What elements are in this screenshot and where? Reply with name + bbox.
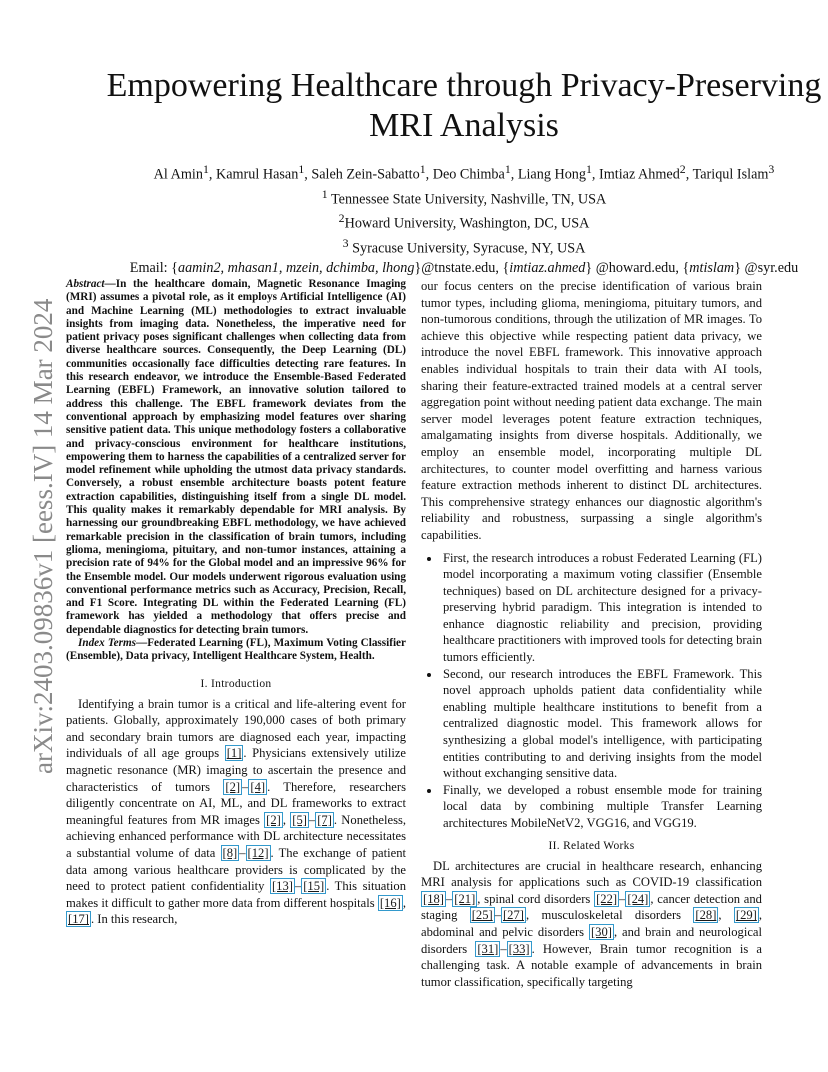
citation-link[interactable]: [33] bbox=[508, 941, 530, 956]
index-terms-text: —Federated Learning (FL), Maximum Voting Classifier (Ensemble), Data privacy, Intelligent Healthcare System, Health. bbox=[66, 637, 406, 663]
arxiv-identifier-stamp bbox=[8, 280, 68, 780]
text-run: , bbox=[402, 895, 406, 910]
text-run: Identifying a brain tumor is a critical and life-altering event for patients. Globally, approximately 190,000 cases of both primary and secondary brain tumors are diagnosed each year, impacting individuals of all age groups bbox=[66, 696, 406, 761]
email-domain-2: } @howard.edu, { bbox=[585, 259, 690, 276]
affiliation-mark: 2 bbox=[338, 211, 345, 226]
citation-link[interactable]: [22] bbox=[596, 891, 618, 906]
author-name: Saleh Zein-Sabatto bbox=[311, 166, 420, 183]
index-terms bbox=[66, 637, 406, 664]
citation-link[interactable]: [27] bbox=[502, 908, 524, 923]
affiliation-text: Syracuse University, Syracuse, NY, USA bbox=[352, 240, 586, 257]
title-line-2: MRI Analysis bbox=[369, 107, 559, 144]
author-list: Al Amin$^1$, Kamrul Hasan$^1$, Saleh Zein-Sabatto$^1$, Deo Chimba$^1$, Liang Hong$^1$, Imtiaz Ahmed$^2$, Tariqul Islam$^3$ bbox=[153, 162, 775, 183]
email-group-3: mtislam bbox=[689, 259, 735, 276]
abstract bbox=[66, 278, 406, 637]
text-run: , and brain and neurological disorders bbox=[421, 924, 762, 956]
citation-link[interactable]: [8] bbox=[222, 845, 238, 860]
citation-link[interactable]: [21] bbox=[454, 891, 476, 906]
section-heading-related-works: II. Related Works bbox=[548, 839, 635, 852]
affiliation-3 bbox=[60, 234, 828, 259]
text-run: , spinal cord disorders bbox=[477, 891, 595, 906]
text-run: . The exchange of patient data among various healthcare providers is complicated by the need to protect patient confidentiality bbox=[66, 845, 406, 894]
citation-link[interactable]: [28] bbox=[695, 908, 717, 923]
section-heading-introduction: I. Introduction bbox=[200, 677, 272, 690]
citation-link[interactable]: [25] bbox=[471, 908, 493, 923]
citation-link[interactable]: [4] bbox=[250, 779, 266, 794]
list-item: • Finally, we developed a robust ensemble mode for training local data by combining multiple Transfer Learning architectures MobileNetV2, VGG16, and VGG19. bbox=[441, 782, 762, 832]
citation-link[interactable]: [17] bbox=[68, 912, 89, 927]
text-run: , bbox=[282, 812, 291, 827]
index-terms-lead: Index Terms bbox=[78, 637, 137, 650]
citation-link[interactable]: [24] bbox=[627, 891, 649, 906]
text-run: – bbox=[308, 812, 316, 827]
text-run: . Therefore, researchers diligently concentrate on AI, ML, and DL frameworks to extract meaningful features from MR images bbox=[66, 779, 406, 827]
affiliation-mark: 2 bbox=[679, 162, 686, 176]
title-line-1: Empowering Healthcare through Privacy-Preserving bbox=[106, 67, 822, 104]
related-works-paragraph bbox=[421, 858, 762, 991]
text-run: , abdominal and pelvic disorders bbox=[421, 908, 763, 939]
affiliation-1 bbox=[60, 185, 828, 210]
text-run: – bbox=[445, 891, 453, 906]
affiliation-text: Howard University, Washington, DC, USA bbox=[344, 216, 590, 233]
citation-link[interactable]: [5] bbox=[292, 812, 307, 827]
citation-link[interactable]: [2] bbox=[225, 779, 241, 794]
affiliation-mark: 1 bbox=[586, 162, 592, 176]
list-item: • Second, our research introduces the EBFL Framework. This novel approach upholds patient data confidentiality while enabling multiple healthcare institutions to benefit from a centralized diagnostic model. This framework allows for synthesizing a global model's intelligence, with participating entities contributing to and deriving insights from the model without exchanging sensitive data. bbox=[441, 666, 762, 782]
text-run: , musculoskeletal disorders bbox=[525, 908, 694, 923]
text-run: . This situation makes it difficult to gather more data from different hospitals bbox=[66, 879, 406, 910]
affiliation-mark: 1 bbox=[504, 162, 511, 176]
citation-link[interactable]: [15] bbox=[303, 879, 325, 894]
text-run: – bbox=[294, 879, 302, 894]
text-run: – bbox=[242, 779, 249, 794]
left-column bbox=[66, 278, 406, 928]
citation-link[interactable]: [12] bbox=[247, 845, 269, 860]
citation-link[interactable]: [29] bbox=[735, 908, 757, 923]
abstract-text: —In the healthcare domain, Magnetic Resonance Imaging (MRI) assumes a pivotal role, as it employs Artificial Intelligence (AI) and Machine Learning (ML) methodologies to extract invaluable insights from imaging data. Nonetheless, the imperative need for patient privacy poses significant challenges when collecting data from diverse healthcare sources. Consequently, the Deep Learning (DL) communities occasionally face difficulties detecting rare features. In this research endeavor, we introduce the Ensemble-Based Federated Learning (EBFL) Framework, an innovative solution tailored to address this challenge. The EBFL framework deviates from the conventional approach by emphasizing model features over sharing sensitive patient data. This unique methodology fosters a collaborative and privacy-conscious environment for healthcare institutions, empowering them to harness the capabilities of a centralized server for model refinement while upholding the utmost data privacy standards. Conversely, a robust ensemble architecture boasts potent feature extraction capabilities, distinguishing itself from a single DL model. This quality makes it remarkably dependable for MRI analysis. By harnessing our groundbreaking EBFL methodology, we have achieved remarkable precision in the classification of brain tumors, including glioma, meningioma, pituitary, and non-tumor instances, attaining a precision rate of 94% for the Global model and an impressive 96% for the Ensemble model. Our models underwent rigorous evaluation using conventional performance metrics such as Accuracy, Precision, Recall, and F1 Score. Integrating DL within the Federated Learning (FL) framework has yielded a methodology that offers precise and dependable diagnostics for detecting brain tumors. bbox=[66, 278, 406, 636]
text-run: , cancer detection and staging bbox=[421, 891, 762, 923]
author-name: Al Amin bbox=[153, 166, 203, 183]
arxiv-stamp-text: arXiv:2403.09836v1 [eess.IV] 14 Mar 2024 bbox=[28, 298, 58, 774]
text-run: . Nonetheless, achieving enhanced performance with DL architecture necessitates a substantial volume of data bbox=[66, 812, 407, 860]
affiliation-text: Tennessee State University, Nashville, TN, USA bbox=[330, 191, 607, 208]
citation-link[interactable]: [2] bbox=[266, 812, 281, 827]
citation-link[interactable]: [18] bbox=[423, 891, 444, 906]
contribution-list bbox=[421, 550, 762, 832]
paper-title bbox=[60, 66, 828, 146]
email-prefix: Email: { bbox=[129, 259, 178, 276]
affiliation-mark: 1 bbox=[321, 186, 328, 201]
author-name: Liang Hong bbox=[517, 166, 586, 183]
text-run: . However, Brain tumor recognition is a challenging task. A notable example of advancements in brain tumor classification, specifically targeting bbox=[421, 941, 762, 989]
arxiv-stamp-svg bbox=[8, 280, 68, 780]
text-run: – bbox=[494, 908, 501, 923]
text-run: . In this research, bbox=[90, 912, 178, 927]
text-run: – bbox=[239, 845, 246, 860]
affiliation-mark: 1 bbox=[298, 162, 305, 176]
affiliation-mark: 3 bbox=[768, 162, 775, 176]
text-run: . Physicians extensively utilize magnetic resonance (MR) imaging to ascertain the presence and characteristics of tumors bbox=[66, 746, 406, 794]
text-run: DL architectures are crucial in healthcare research, enhancing MRI analysis for applications such as COVID-19 classification bbox=[421, 858, 762, 890]
intro-paragraph-2: our focus centers on the precise identification of various brain tumor types, including glioma, meningioma, pituitary tumors, and non-tumorous conditions, through the utilization of MR images. To achieve this objective while respecting patient data privacy, we introduce the novel EBFL framework. This innovative approach enables individual hospitals to train their data with AI tools, sharing their feature-extracted trained models at a central server aggregation point without needing patient data exchange. The main server model leverages potent feature extraction techniques, amalgamating insights from diverse hospitals. Additionally, we employ an ensemble model, incorporating multiple DL architectures, to counter model overfitting and harness various feature extraction methods inherent to distinct DL architectures. This comprehensive strategy enhances our diagnostic algorithm's reliability and robustness, surpassing a single algorithm's capabilities. bbox=[421, 279, 762, 542]
author-name: Tariqul Islam bbox=[692, 166, 769, 183]
email-group-1: aamin2, mhasan1, mzein, dchimba, lhong bbox=[177, 259, 415, 276]
abstract-lead: Abstract bbox=[66, 278, 105, 290]
email-line bbox=[60, 259, 828, 278]
intro-paragraph-1 bbox=[66, 696, 406, 928]
email-domain-3: } @syr.edu bbox=[734, 259, 799, 276]
author-block bbox=[60, 160, 828, 278]
email-domain-1: }@tnstate.edu, { bbox=[414, 259, 510, 276]
author-name: Kamrul Hasan bbox=[215, 166, 299, 183]
author-name: Imtiaz Ahmed bbox=[599, 166, 680, 183]
text-run: , bbox=[718, 908, 734, 923]
text-run: – bbox=[619, 891, 626, 906]
right-column bbox=[421, 278, 762, 990]
email-group-2: imtiaz.ahmed bbox=[509, 259, 586, 276]
affiliation-mark: 1 bbox=[419, 162, 426, 176]
citation-link[interactable]: [13] bbox=[271, 879, 293, 894]
citation-link[interactable]: [16] bbox=[379, 895, 401, 910]
list-item: • First, the research introduces a robust Federated Learning (FL) model incorporating a maximum voting classifier (Ensemble techniques) based on DL architecture designed for a privacy-preserving hybrid paradigm. This integration is intended to enhance diagnostic reliability and precision, providing healthcare practitioners with improved tools for detecting brain tumors efficiently. bbox=[441, 550, 762, 666]
citation-link[interactable]: [31] bbox=[477, 941, 499, 956]
citation-link[interactable]: [30] bbox=[590, 924, 612, 939]
citation-link[interactable]: [7] bbox=[317, 812, 332, 827]
affiliation-mark: 3 bbox=[342, 236, 349, 251]
author-name: Deo Chimba bbox=[432, 166, 505, 183]
affiliation-mark: 1 bbox=[202, 162, 209, 176]
citation-link[interactable]: [1] bbox=[226, 746, 242, 761]
text-run: – bbox=[500, 941, 507, 956]
affiliation-2 bbox=[60, 209, 828, 234]
